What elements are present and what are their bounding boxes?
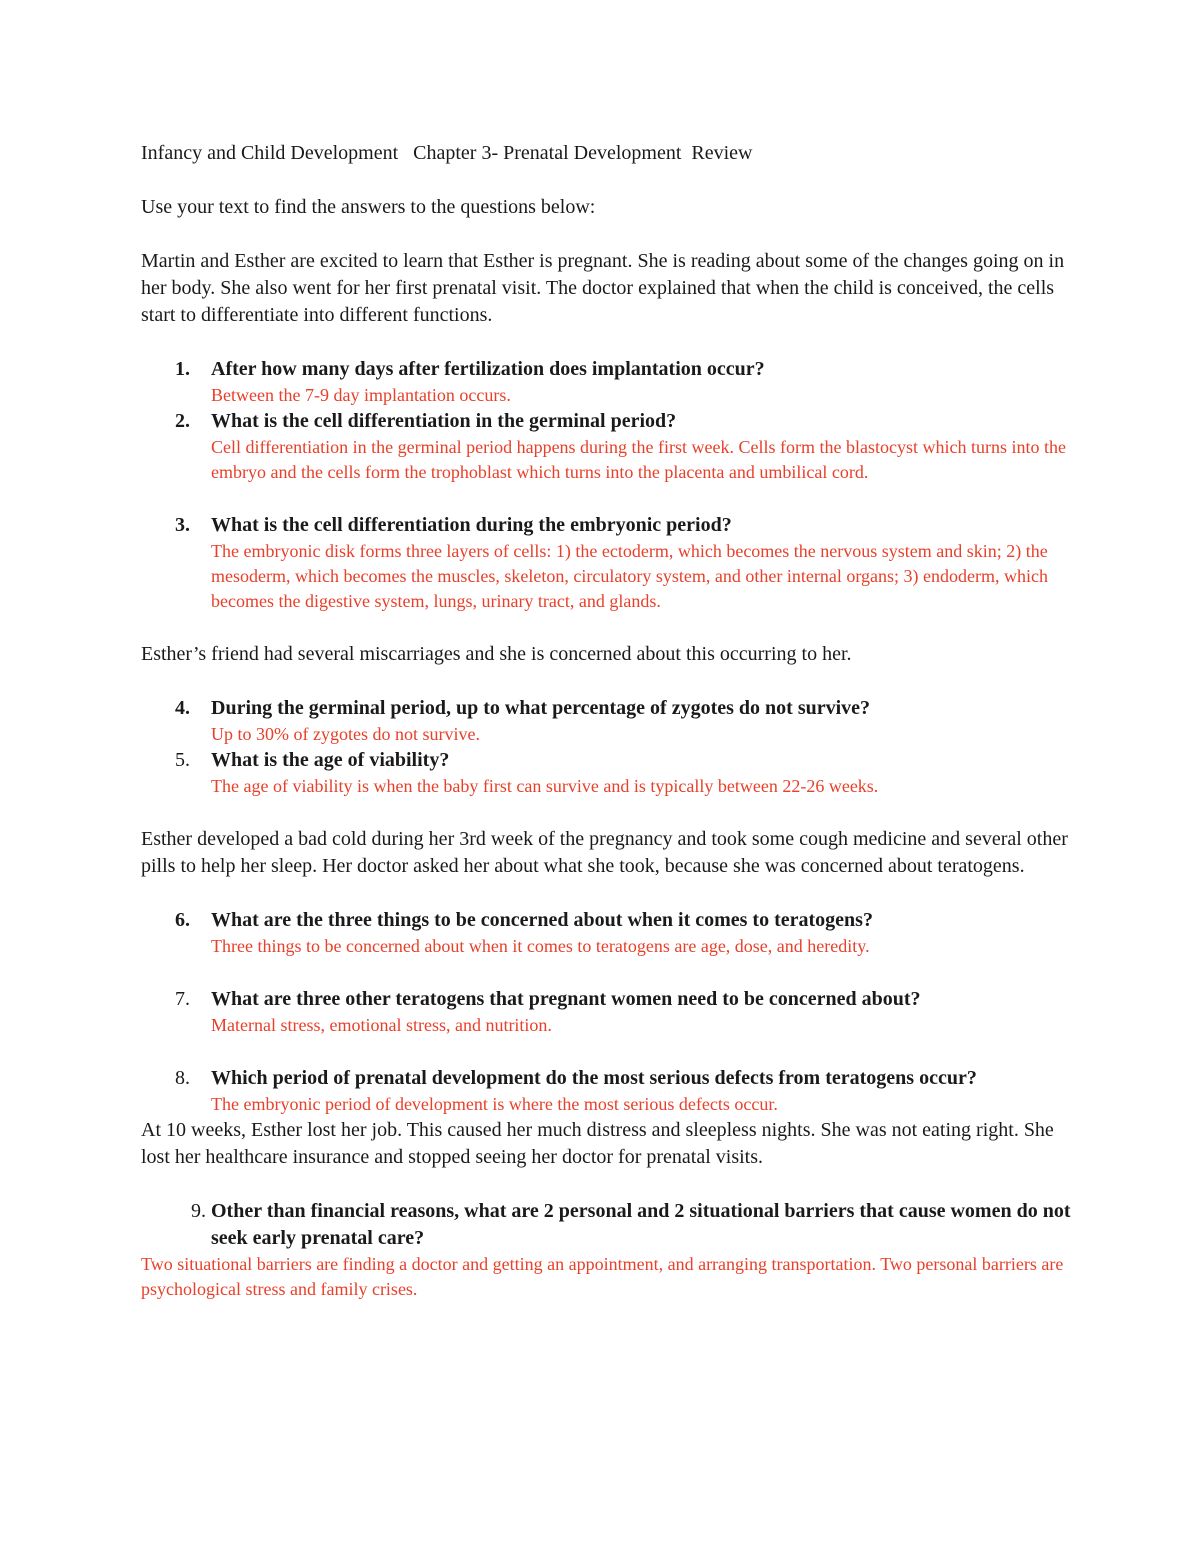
- scenario-paragraph-1: Martin and Esther are excited to learn that Esther is pregnant. She is reading about some of the changes going on in her body. She also went for her first prenatal visit. The doctor explained that when the child is conceived, the cells start to differentiate into different functions.: [141, 250, 1065, 326]
- spacer: [141, 959, 1071, 986]
- question-1: [141, 356, 1071, 408]
- question-6: [141, 907, 1071, 959]
- question-text: Other than financial reasons, what are 2 personal and 2 situational barriers that cause women do not seek early prenatal care?: [211, 1200, 1071, 1249]
- document-page: [141, 140, 1071, 1302]
- question-3: [141, 512, 1071, 614]
- answer-text: Two situational barriers are finding a doctor and getting an appointment, and arranging transportation. Two personal barriers are psychological stress and family crises.: [141, 1254, 1064, 1299]
- question-number: 2.: [175, 410, 190, 432]
- question-text: What is the age of viability?: [211, 749, 450, 771]
- answer-text: Three things to be concerned about when it comes to teratogens are age, dose, and heredity.: [211, 936, 870, 956]
- scenario-paragraph-4: At 10 weeks, Esther lost her job. This caused her much distress and sleepless nights. She was not eating right. She lost her healthcare insurance and stopped seeing her doctor for prenatal visits.: [141, 1119, 1054, 1168]
- scenario-paragraph-3: Esther developed a bad cold during her 3rd week of the pregnancy and took some cough medicine and several other pills to help her sleep. Her doctor asked her about what she took, because she was concerned about teratogens.: [141, 828, 1068, 877]
- question-2: [141, 408, 1071, 485]
- question-9: [141, 1198, 1071, 1302]
- question-8: [141, 1065, 1071, 1117]
- question-line: [141, 1198, 1071, 1252]
- question-text: During the germinal period, up to what percentage of zygotes do not survive?: [211, 697, 871, 719]
- question-number: 4.: [175, 697, 190, 719]
- question-text: What are three other teratogens that pregnant women need to be concerned about?: [211, 988, 921, 1010]
- answer-text: Up to 30% of zygotes do not survive.: [211, 724, 480, 744]
- question-number: 9.: [191, 1200, 206, 1222]
- question-number: 8.: [175, 1067, 190, 1089]
- instructions: Use your text to find the answers to the questions below:: [141, 196, 596, 218]
- answer-text: The embryonic disk forms three layers of cells: 1) the ectoderm, which becomes the nervous system and skin; 2) the mesoderm, which becomes the muscles, skeleton, circulatory system, and other internal organs; 3) endoderm, which becomes the digestive system, lungs, urinary tract, and glands.: [211, 541, 1048, 611]
- question-number: 5.: [175, 749, 190, 771]
- scenario-paragraph-2: Esther’s friend had several miscarriages and she is concerned about this occurring to her.: [141, 643, 852, 665]
- answer-text: Maternal stress, emotional stress, and nutrition.: [211, 1015, 552, 1035]
- spacer: [141, 485, 1071, 512]
- answer-text: The embryonic period of development is where the most serious defects occur.: [211, 1094, 778, 1114]
- question-7: [141, 986, 1071, 1038]
- document-title: Infancy and Child Development Chapter 3- Prenatal Development Review: [141, 142, 753, 164]
- question-number: 1.: [175, 358, 190, 380]
- answer-text: The age of viability is when the baby first can survive and is typically between 22-26 weeks.: [211, 776, 879, 796]
- question-5: [141, 747, 1071, 799]
- question-number: 6.: [175, 909, 190, 931]
- question-text: What is the cell differentiation in the germinal period?: [211, 410, 677, 432]
- question-text: After how many days after fertilization does implantation occur?: [211, 358, 765, 380]
- spacer: [141, 1038, 1071, 1065]
- question-number: 3.: [175, 514, 190, 536]
- question-text: What is the cell differentiation during the embryonic period?: [211, 514, 732, 536]
- spacer: [141, 614, 1071, 641]
- spacer: [141, 799, 1071, 826]
- question-text: What are the three things to be concerned about when it comes to teratogens?: [211, 909, 873, 931]
- question-text: Which period of prenatal development do the most serious defects from teratogens occur?: [211, 1067, 977, 1089]
- question-number: 7.: [175, 988, 190, 1010]
- question-4: [141, 695, 1071, 747]
- answer-text: Between the 7-9 day implantation occurs.: [211, 385, 511, 405]
- answer-text: Cell differentiation in the germinal period happens during the first week. Cells form the blastocyst which turns into the embryo and the cells form the trophoblast which turns into the placenta and umbilical cord.: [211, 437, 1066, 482]
